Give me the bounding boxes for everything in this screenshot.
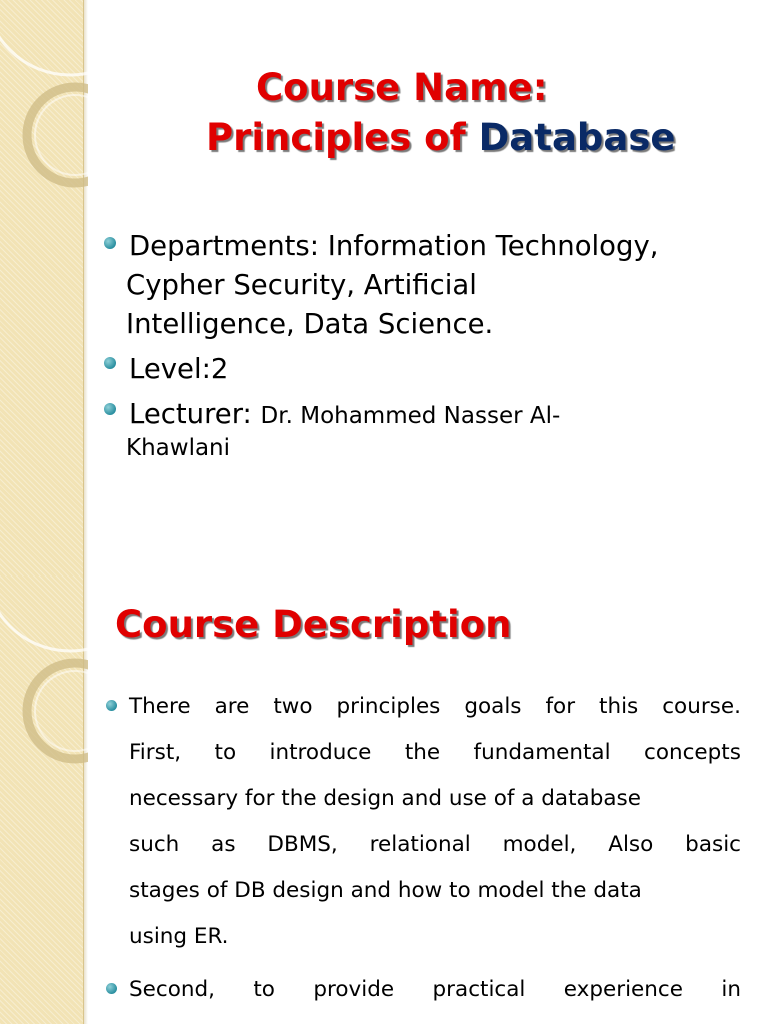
- word: model,: [502, 832, 577, 857]
- word: to: [253, 977, 275, 1002]
- word: There: [129, 694, 191, 719]
- desc-bullet2-line1: [129, 977, 741, 1002]
- title-red-part: Principles of: [206, 116, 479, 159]
- bullet-dot-icon: [106, 983, 117, 994]
- decorative-circles-icon: [0, 0, 88, 576]
- word: Second,: [129, 977, 215, 1002]
- word: the: [404, 740, 441, 765]
- word: concepts: [644, 740, 741, 765]
- title-blue-part: Database: [478, 116, 676, 159]
- word: as: [211, 832, 236, 857]
- bullet-dot-icon: [106, 700, 117, 711]
- departments-line3: Intelligence, Data Science.: [126, 308, 494, 340]
- word: for: [545, 694, 576, 719]
- lecturer-label: Lecturer:: [129, 398, 261, 430]
- word: introduce: [269, 740, 372, 765]
- word: basic: [685, 832, 741, 857]
- departments-line1: Departments: Information Technology,: [129, 230, 659, 262]
- word: provide: [313, 977, 395, 1002]
- lecturer-line: [129, 395, 560, 436]
- word: to: [214, 740, 237, 765]
- word: fundamental: [473, 740, 611, 765]
- decorative-circles-icon: [0, 576, 88, 1024]
- word: are: [214, 694, 250, 719]
- word: this: [599, 694, 639, 719]
- word: relational: [369, 832, 471, 857]
- desc-line1: [129, 694, 741, 719]
- desc-line2: [129, 740, 741, 765]
- word: two: [273, 694, 313, 719]
- word: in: [721, 977, 741, 1002]
- word: DBMS,: [267, 832, 338, 857]
- desc-line3: necessary for the design and use of a database: [129, 786, 641, 811]
- word: experience: [563, 977, 683, 1002]
- word: goals: [464, 694, 522, 719]
- level-text: Level:2: [129, 353, 229, 385]
- word: practical: [432, 977, 526, 1002]
- word: Also: [608, 832, 654, 857]
- departments-line2: Cypher Security, Artificial: [126, 269, 477, 301]
- bullet-dot-icon: [104, 403, 116, 415]
- word: such: [129, 832, 180, 857]
- lecturer-name: Dr. Mohammed Nasser Al-: [260, 403, 561, 429]
- word: course.: [662, 694, 741, 719]
- bullet-dot-icon: [104, 357, 116, 369]
- desc-line5: stages of DB design and how to model the data: [129, 878, 642, 903]
- desc-line6: using ER.: [129, 924, 229, 949]
- section-title: Course Description: [115, 603, 512, 646]
- word: principles: [336, 694, 441, 719]
- word: First,: [129, 740, 182, 765]
- bullet-dot-icon: [104, 237, 116, 249]
- desc-line4: [129, 832, 741, 857]
- slide-title-line2: [206, 116, 675, 159]
- lecturer-name-continued: Khawlani: [126, 435, 231, 461]
- slide-title-line1: Course Name:: [256, 66, 548, 109]
